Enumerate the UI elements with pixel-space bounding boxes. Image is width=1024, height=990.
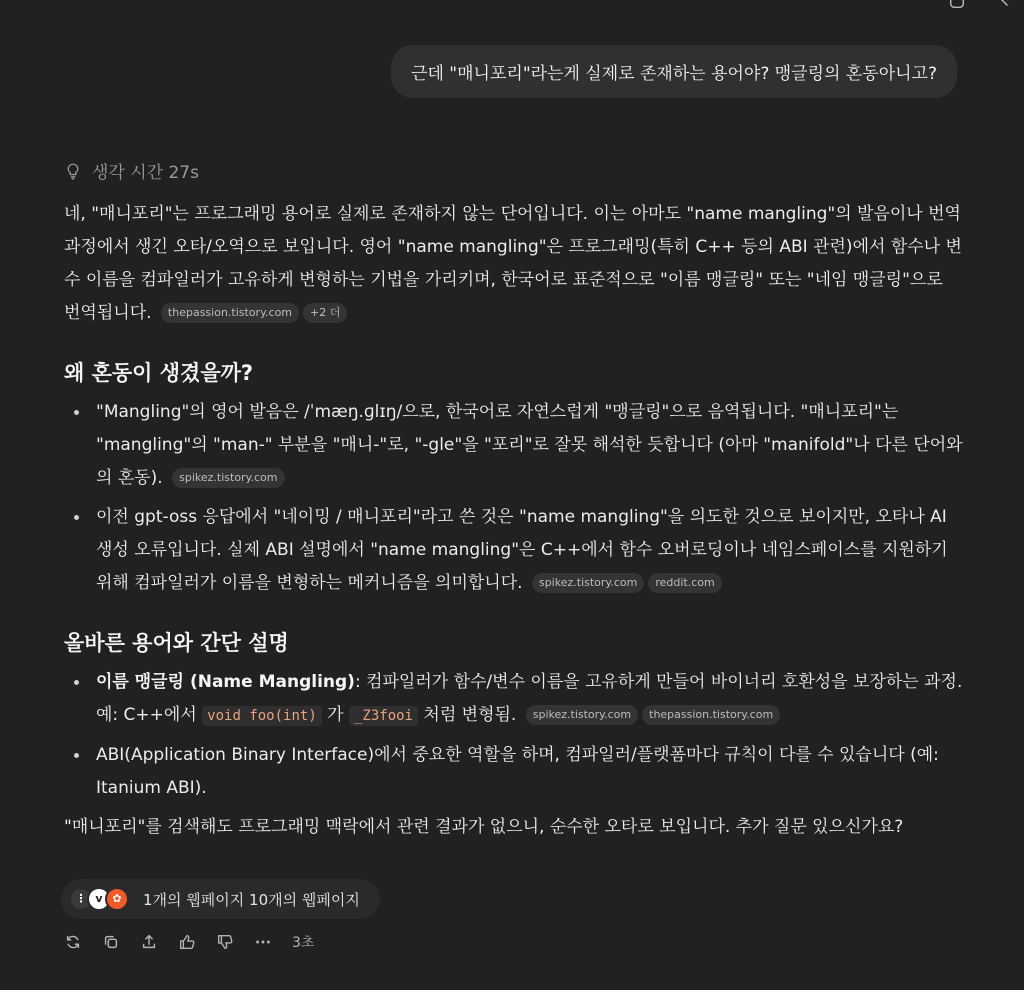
- list-item-text: 이전 gpt-oss 응답에서 "네이밍 / 매니포리"라고 쓴 것은 "name mangling"을 의도한 것으로 보이지만, 오타나 AI 생성 오류입니다. 실제 ABI 설명에서 "name mangling"은 C++에서 함수 오버로딩이나 네임스페이스를 지원하기 위해 컴파일러가 이름을 변형하는 메커니즘을 의미합니다.: [96, 507, 948, 593]
- more-sources-chip[interactable]: +2 더: [303, 303, 347, 323]
- share-icon[interactable]: [948, 0, 966, 10]
- list-item: [64, 666, 964, 733]
- thumbs-down-icon[interactable]: [216, 933, 234, 951]
- code-snippet: _Z3fooi: [349, 706, 418, 726]
- message-actions: [64, 932, 314, 952]
- user-message-bubble: 근데 "매니포리"라는게 실제로 존재하는 용어야? 맹글링의 혼동아니고?: [391, 45, 957, 98]
- source-chip[interactable]: thepassion.tistory.com: [161, 303, 299, 323]
- list-item-text: 처럼 변형됨.: [418, 705, 517, 725]
- intro-paragraph: [64, 198, 964, 330]
- regenerate-icon[interactable]: [64, 933, 82, 951]
- source-chip[interactable]: spikez.tistory.com: [532, 573, 644, 593]
- code-snippet: void foo(int): [202, 706, 322, 726]
- list-item-text: "Mangling"의 영어 발음은 /ˈmæŋ.ɡlɪŋ/으로, 한국어로 자연스럽게 "맹글링"으로 음역됩니다. "매니포리"는 "mangling"의 "man-" 부분을 "매니-"로, "-gle"을 "포리"로 잘못 해석한 듯합니다 (아마 "manifold"나 다른 단어와의 혼동).: [96, 402, 963, 488]
- source-favicons: [69, 887, 129, 911]
- source-chip[interactable]: spikez.tistory.com: [526, 705, 638, 725]
- list-item: [64, 501, 964, 600]
- list-item-text: : 컴파일러가 함수/변수 이름을 고유하게 만들어 바이너리 호환성을 보장하는 과정. 예: C++에서: [96, 672, 963, 725]
- orange-favicon-icon: ✿: [105, 887, 129, 911]
- list-item: [64, 739, 964, 805]
- list-item: [64, 396, 964, 495]
- expand-icon[interactable]: [994, 0, 1012, 10]
- v-favicon-icon: v: [87, 887, 111, 911]
- source-chip[interactable]: thepassion.tistory.com: [642, 705, 780, 725]
- share-icon[interactable]: [140, 933, 158, 951]
- thumbs-up-icon[interactable]: [178, 933, 196, 951]
- assistant-answer: [64, 198, 964, 844]
- thinking-indicator[interactable]: [64, 158, 199, 183]
- source-chip[interactable]: reddit.com: [648, 573, 721, 593]
- sources-label: 1개의 웹페이지 10개의 웹페이지: [143, 890, 360, 909]
- more-options-icon[interactable]: [254, 933, 272, 951]
- term-name: 이름 맹글링 (Name Mangling): [96, 672, 355, 692]
- intro-text: 네, "매니포리"는 프로그래밍 용어로 실제로 존재하지 않는 단어입니다. 이는 아마도 "name mangling"의 발음이나 번역 과정에서 생긴 오타/오역으로 보입니다. 영어 "name mangling"은 프로그래밍(특히 C++ 등의 ABI 관련)에서 함수나 변수 이름을 컴파일러가 고유하게 변형하는 기법을 가리키며, 한국어로 표준적으로 "이름 맹글링" 또는 "네임 맹글링"으로 번역됩니다.: [64, 204, 962, 323]
- lightbulb-icon: [64, 162, 82, 180]
- source-chip[interactable]: spikez.tistory.com: [172, 468, 284, 488]
- top-right-icons: [948, 0, 1012, 10]
- list-item-text: ABI(Application Binary Interface)에서 중요한 역할을 하며, 컴파일러/플랫폼마다 규칙이 다를 수 있습니다 (예: Itanium ABI).: [96, 745, 939, 798]
- list-item-text: 가: [321, 705, 349, 725]
- correct-list: [64, 666, 964, 805]
- response-time: 3초: [292, 935, 315, 951]
- section-heading-why: 왜 혼동이 생겼을까?: [64, 361, 254, 385]
- copy-icon[interactable]: [102, 933, 120, 951]
- sources-button[interactable]: [61, 879, 380, 919]
- why-list: [64, 396, 964, 600]
- section-heading-correct: 올바른 용어와 간단 설명: [64, 631, 289, 655]
- grid-favicon-icon: ⋮: [69, 887, 93, 911]
- closing-paragraph: "매니포리"를 검색해도 프로그래밍 맥락에서 관련 결과가 없으니, 순수한 오타로 보입니다. 추가 질문 있으신가요?: [64, 817, 904, 837]
- thinking-label: 생각 시간 27s: [92, 163, 199, 183]
